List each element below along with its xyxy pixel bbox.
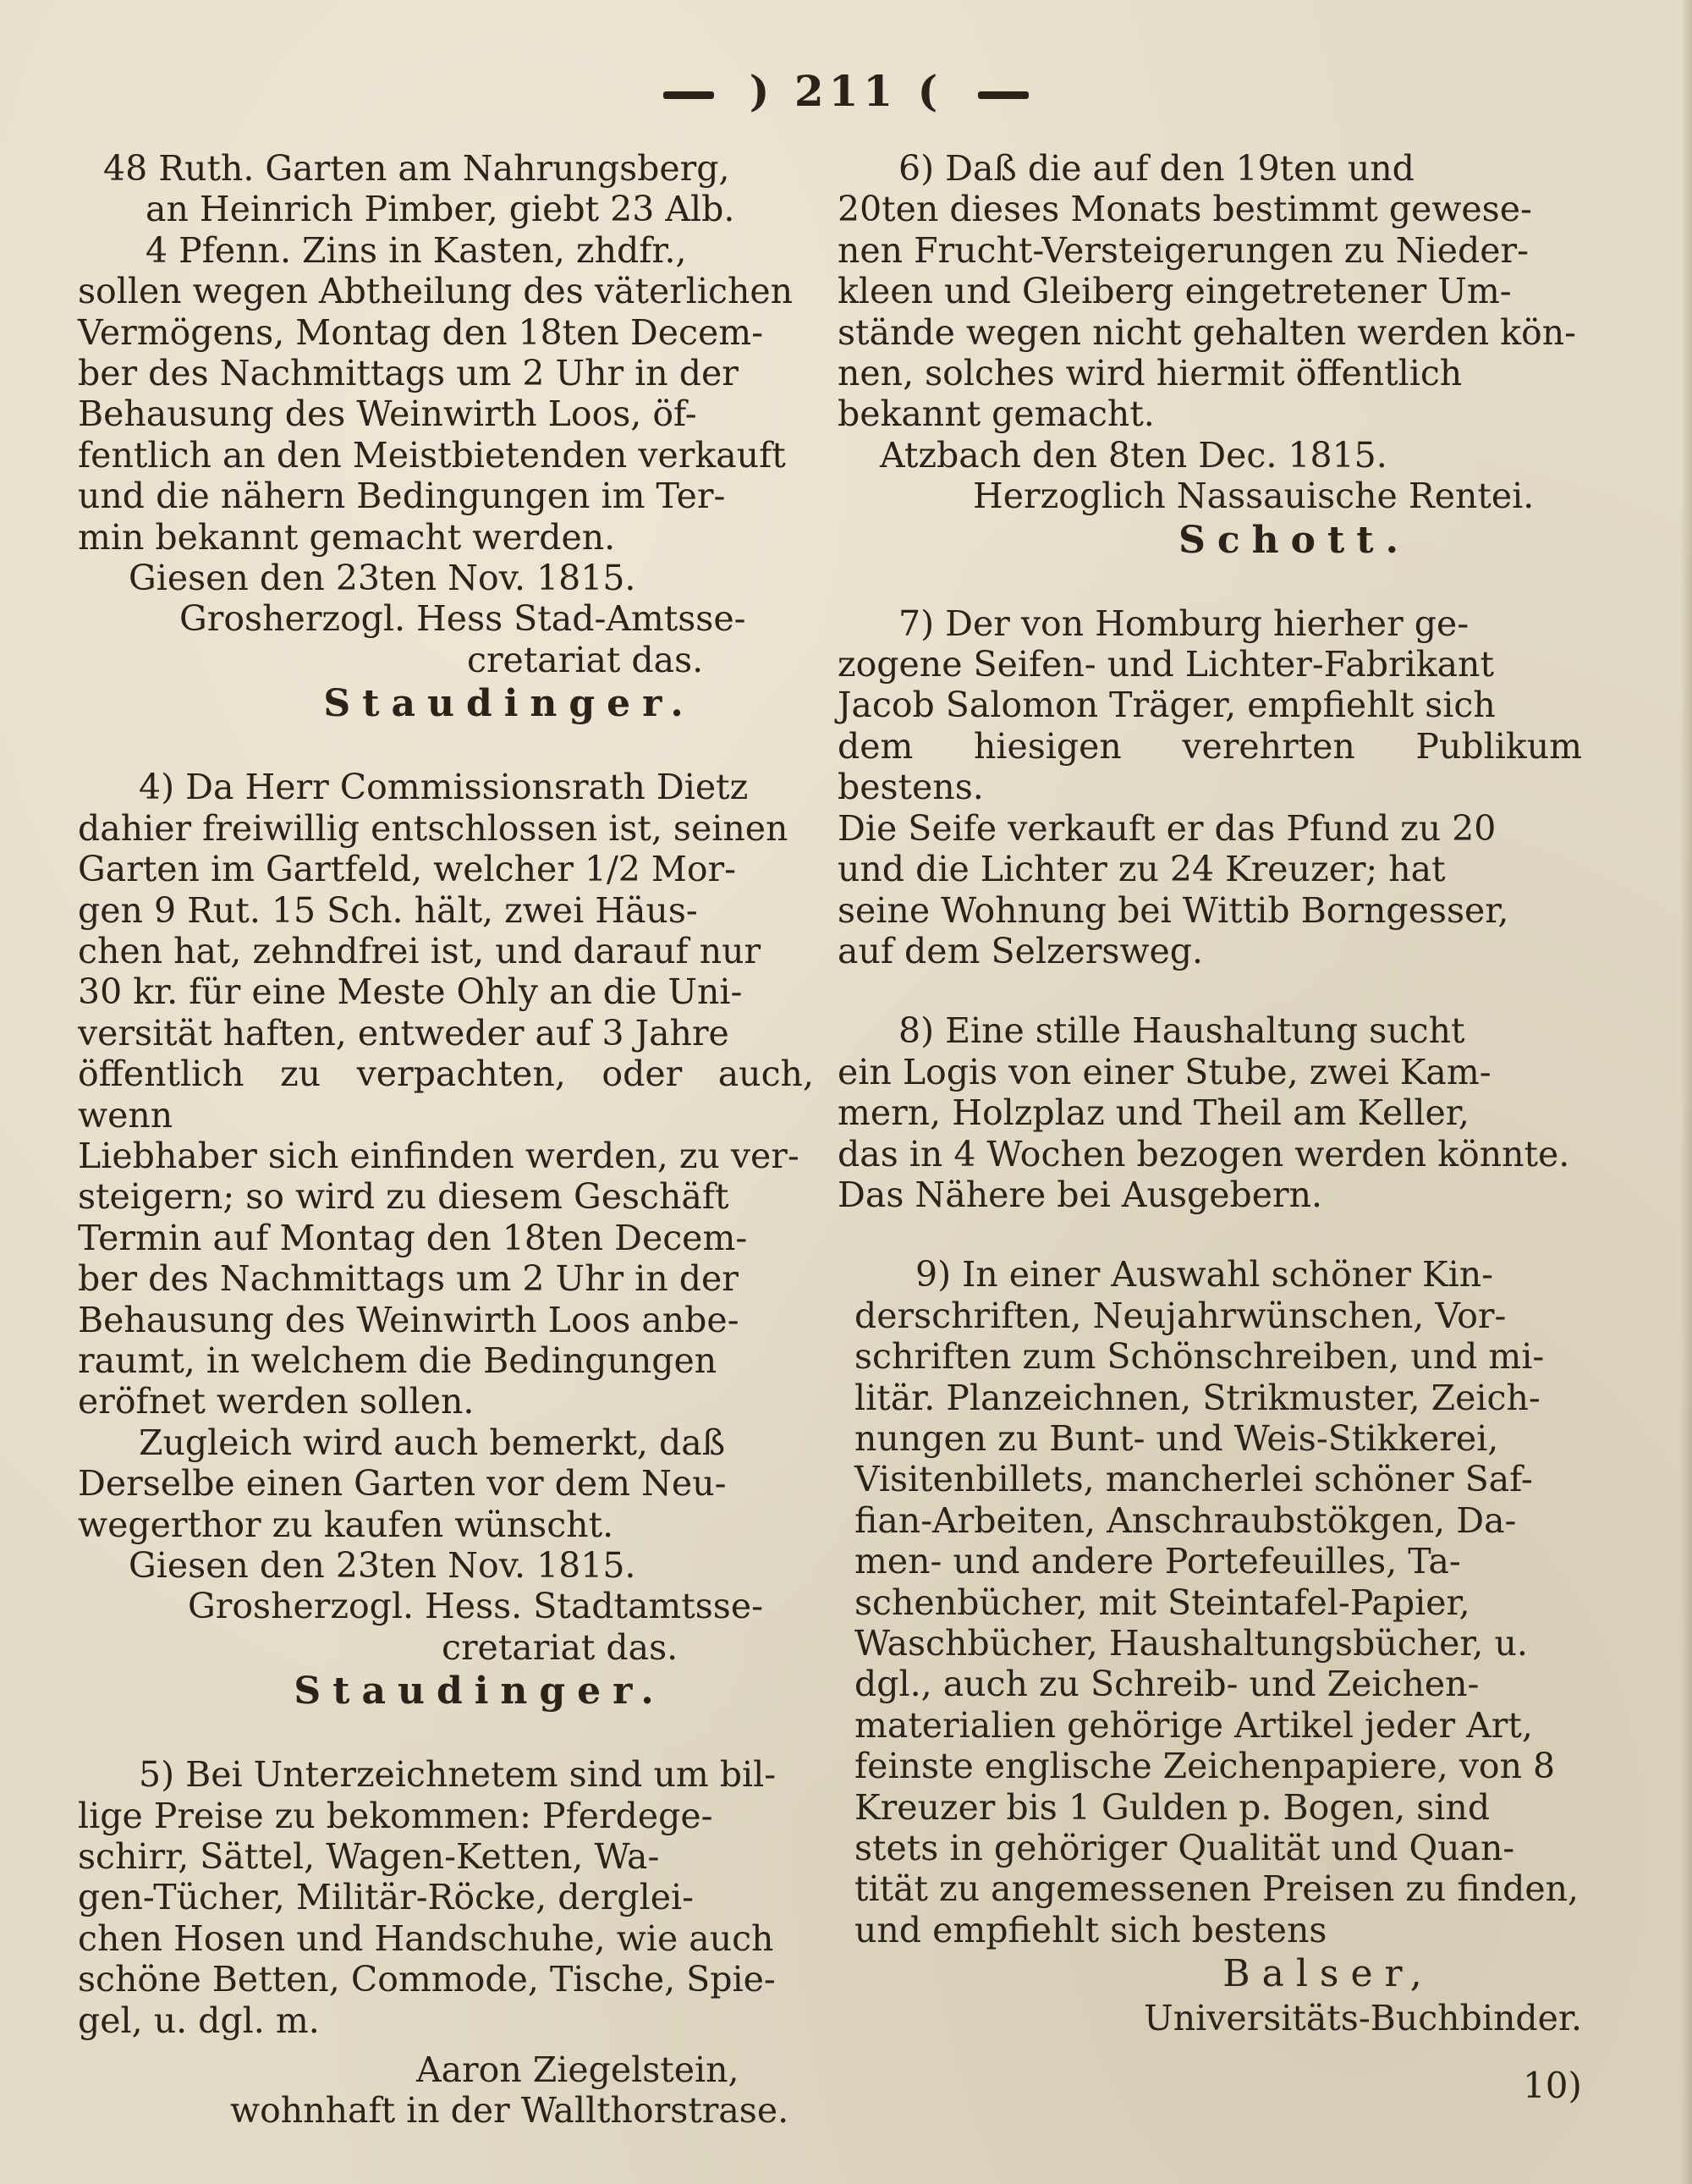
notice-line: zogene Seifen- und Lichter-Fabrikant (838, 644, 1494, 685)
notice-line: Behausung des Weinwirth Loos anbe- (78, 1299, 739, 1340)
notice-line: 4 Pfenn. Zins in Kasten, zhdfr., (146, 229, 687, 271)
notice-line: schenbücher, mit Steintafel-Papier, (854, 1582, 1470, 1623)
notice-line: fentlich an den Meistbietenden verkauft (78, 434, 786, 476)
notice-line: gen-Tücher, Militär-Röcke, derglei- (78, 1877, 694, 1918)
right-column (838, 148, 1582, 2039)
notice-line: kleen und Gleiberg eingetretener Um- (838, 271, 1512, 312)
page-number: ) 211 ( (749, 66, 943, 116)
header-rule-right (978, 91, 1029, 99)
notice-4 (78, 767, 814, 1715)
header-rule-left (663, 91, 714, 99)
notice-line: tität zu angemessenen Preisen zu finden, (854, 1868, 1579, 1910)
notice-6 (838, 148, 1582, 564)
notice-line: öffentlich zu verpachten, oder auch, wenn (78, 1053, 814, 1136)
notice-line: gen 9 Rut. 15 Sch. hält, zwei Häus- (78, 889, 698, 931)
notice-authority: Grosherzogl. Hess. Stadtamtsse- (188, 1586, 763, 1627)
notice-line: gel, u. dgl. m. (78, 2000, 320, 2041)
notice-authority-cont: cretariat das. (442, 1626, 678, 1668)
notice-line: sollen wegen Abtheilung des väterlichen (78, 271, 794, 312)
notice-line: versität haften, entweder auf 3 Jahre (78, 1012, 729, 1053)
notice-line: derschriften, Neujahrwünschen, Vor- (854, 1295, 1507, 1336)
spacer (838, 1215, 1582, 1254)
notice-line: Derselbe einen Garten vor dem Neu- (78, 1463, 727, 1505)
notice-line: dgl., auch zu Schreib- und Zeichen- (854, 1664, 1480, 1705)
notice-line: 30 kr. für eine Meste Ohly an die Uni- (78, 971, 743, 1013)
notice-line: feinste englische Zeichenpapiere, von 8 (854, 1746, 1556, 1787)
notice-authority-cont: cretariat das. (467, 639, 704, 680)
notice-place-date: Giesen den 23ten Nov. 1815. (129, 1545, 636, 1586)
notice-line: litär. Planzeichnen, Strikmuster, Zeich- (854, 1377, 1541, 1418)
notice-line: ein Logis von einer Stube, zwei Kam- (838, 1051, 1491, 1092)
notice-line: mern, Holzplaz und Theil am Keller, (838, 1092, 1470, 1134)
notice-line: schöne Betten, Commode, Tische, Spie- (78, 1959, 776, 2000)
notice-authority: Herzoglich Nassauische Rentei. (973, 476, 1535, 517)
notice-line: Garten im Gartfeld, welcher 1/2 Mor- (78, 849, 736, 890)
page-header (0, 66, 1692, 116)
notice-place-date: Atzbach den 8ten Dec. 1815. (880, 434, 1387, 476)
notice-signature: Staudinger. (294, 1670, 666, 1714)
notice-7 (838, 603, 1582, 972)
notice-line: Behausung des Weinwirth Loos, öf- (78, 393, 697, 435)
notice-8 (838, 1010, 1582, 1215)
notice-5 (78, 1754, 814, 2132)
notice-line: Vermögens, Montag den 18ten Decem- (78, 311, 763, 353)
notice-line: 4) Da Herr Commissionsrath Dietz (139, 767, 749, 808)
notice-signature: Schott. (1178, 518, 1410, 562)
notice-line: auf dem Selzersweg. (838, 930, 1204, 971)
notice-line: 7) Der von Homburg hierher ge- (898, 602, 1470, 644)
notice-line: schirr, Sättel, Wagen-Ketten, Wa- (78, 1836, 660, 1878)
page-edge-shadow (1680, 0, 1692, 2184)
notice-line: eröfnet werden sollen. (78, 1381, 475, 1422)
notice-line: 5) Bei Unterzeichnetem sind um bil- (139, 1754, 777, 1796)
notice-9 (838, 1254, 1582, 2038)
notice-line: und empfiehlt sich bestens (854, 1909, 1327, 1950)
notice-line: dem hiesigen verehrten Publikum bestens. (838, 725, 1582, 808)
notice-line: 8) Eine stille Haushaltung sucht (898, 1010, 1465, 1052)
notice-line: schriften zum Schönschreiben, und mi- (854, 1336, 1545, 1378)
catchword: 10) (1523, 2065, 1582, 2106)
notice-line: und die nähern Bedingungen im Ter- (78, 476, 726, 517)
notice-line: stände wegen nicht gehalten werden kön- (838, 311, 1576, 353)
notice-line: materialien gehörige Artikel jeder Art, (854, 1704, 1533, 1746)
notice-line: Visitenbillets, mancherlei schöner Saf- (854, 1459, 1533, 1500)
notice-line: chen Hosen und Handschuhe, wie auch (78, 1917, 774, 1959)
notice-place-date: Giesen den 23ten Nov. 1815. (129, 558, 636, 599)
notice-line: men- und andere Portefeuilles, Ta- (854, 1541, 1461, 1582)
notice-line: Termin auf Montag den 18ten Decem- (78, 1217, 748, 1258)
notice-line: stets in gehöriger Qualität und Quan- (854, 1828, 1515, 1869)
notice-line: Liebhaber sich einfinden werden, zu ver- (78, 1135, 799, 1176)
notice-signature-title: Universitäts-Buchbinder. (1144, 1998, 1582, 2039)
notice-line: 9) In einer Auswahl schöner Kin- (915, 1254, 1493, 1296)
spacer (78, 1715, 814, 1754)
notice-line: steigern; so wird zu diesem Geschäft (78, 1176, 729, 1218)
notice-line: dahier freiwillig entschlossen ist, seinen (78, 807, 788, 849)
notice-line: nen Frucht-Versteigerungen zu Nieder- (838, 229, 1529, 271)
notice-line: Kreuzer bis 1 Gulden p. Bogen, sind (854, 1786, 1491, 1828)
notice-3 (78, 148, 814, 728)
notice-line: und die Lichter zu 24 Kreuzer; hat (838, 849, 1446, 890)
spacer (78, 728, 814, 767)
notice-line: 20ten dieses Monats bestimmt gewese- (838, 189, 1532, 230)
notice-line: seine Wohnung bei Wittib Borngesser, (838, 889, 1509, 931)
spacer (838, 564, 1582, 603)
left-column (78, 148, 814, 2132)
notice-line: nungen zu Bunt- und Weis-Stikkerei, (854, 1417, 1499, 1459)
notice-authority: Grosherzogl. Hess Stad-Amtsse- (179, 598, 746, 640)
notice-line: an Heinrich Pimber, giebt 23 Alb. (146, 189, 735, 230)
notice-line: lige Preise zu bekommen: Pferdege- (78, 1795, 713, 1836)
notice-line: 48 Ruth. Garten am Nahrungsberg, (103, 148, 730, 189)
notice-line: chen hat, zehndfrei ist, und darauf nur (78, 930, 761, 971)
notice-line: Das Nähere bei Ausgebern. (838, 1174, 1323, 1215)
notice-line: ber des Nachmittags um 2 Uhr in der (78, 1258, 739, 1300)
notice-line: Waschbücher, Haushaltungsbücher, u. (854, 1623, 1528, 1664)
notice-line: min bekannt gemacht werden. (78, 516, 616, 558)
notice-signature: Staudinger. (323, 682, 695, 726)
notice-line: raumt, in welchem die Bedingungen (78, 1340, 717, 1381)
notice-line: 6) Daß die auf den 19ten und (898, 148, 1415, 189)
notice-address: wohnhaft in der Wallthorstrase. (230, 2090, 789, 2132)
notice-signature: Aaron Ziegelstein, (416, 2049, 739, 2091)
notice-line: fian-Arbeiten, Anschraubstökgen, Da- (854, 1499, 1517, 1541)
notice-line: ber des Nachmittags um 2 Uhr in der (78, 353, 739, 394)
notice-line: nen, solches wird hiermit öffentlich (838, 353, 1463, 394)
notice-line: wegerthor zu kaufen wünscht. (78, 1504, 614, 1545)
notice-line: Die Seife verkauft er das Pfund zu 20 (838, 807, 1497, 849)
notice-signature: Balser, (1222, 1952, 1434, 1996)
notice-line: bekannt gemacht. (838, 393, 1155, 435)
notice-line: Zugleich wird auch bemerkt, daß (139, 1422, 726, 1463)
notice-line: das in 4 Wochen bezogen werden könnte. (838, 1133, 1570, 1175)
notice-line: Jacob Salomon Träger, empfiehlt sich (838, 685, 1496, 726)
spacer (838, 971, 1582, 1010)
